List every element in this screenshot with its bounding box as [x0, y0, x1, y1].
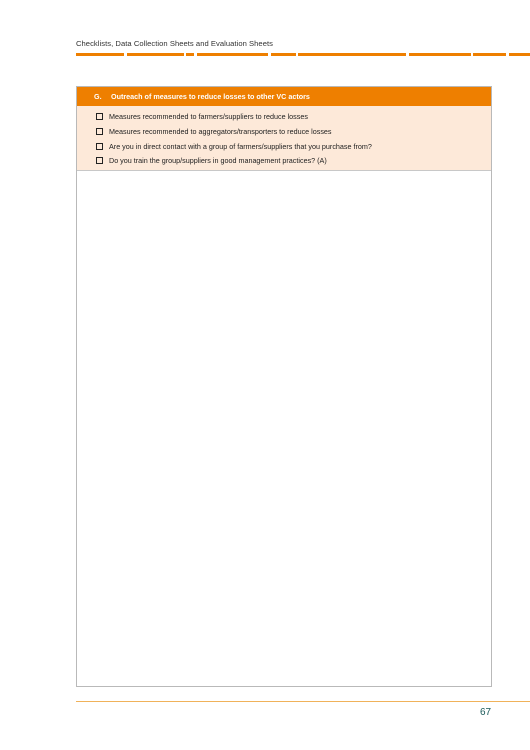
running-header: Checklists, Data Collection Sheets and Evaluation Sheets [76, 39, 273, 48]
checkbox[interactable] [96, 143, 103, 150]
section-header [77, 87, 491, 106]
checklist-item-label: Do you train the group/suppliers in good management practices? (A) [109, 156, 327, 165]
page-number: 67 [480, 707, 492, 718]
checkbox[interactable] [96, 157, 103, 164]
checklist-form [76, 86, 492, 687]
footer-rule [76, 701, 530, 702]
header-accent-rule [76, 53, 530, 56]
checkbox[interactable] [96, 113, 103, 120]
checklist-item [96, 142, 372, 151]
checklist-options [77, 106, 491, 171]
checklist-item-label: Measures recommended to aggregators/transporters to reduce losses [109, 127, 332, 136]
checklist-item [96, 156, 327, 165]
checklist-item [96, 127, 332, 136]
checkbox[interactable] [96, 128, 103, 135]
checklist-item [96, 112, 308, 121]
checklist-item-label: Measures recommended to farmers/suppliers to reduce losses [109, 112, 308, 121]
section-title: Outreach of measures to reduce losses to other VC actors [111, 92, 310, 101]
checklist-item-label: Are you in direct contact with a group of farmers/suppliers that you purchase from? [109, 142, 372, 151]
section-letter: G. [94, 92, 102, 101]
